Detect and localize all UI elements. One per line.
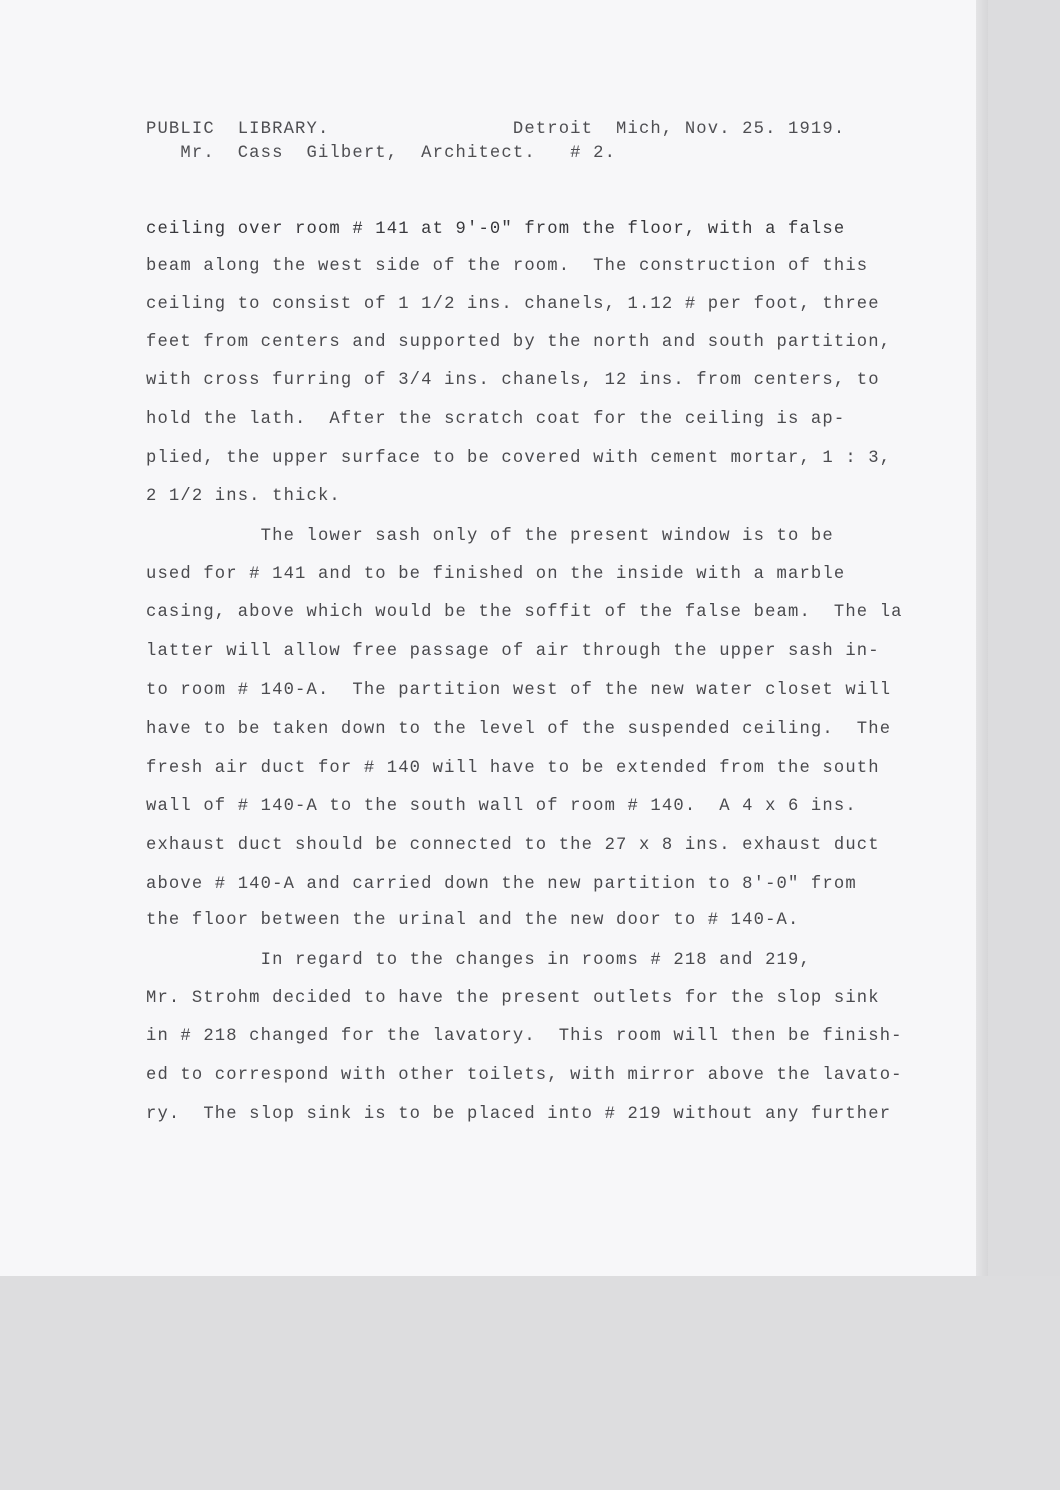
body-line: feet from centers and supported by the north and south partition, <box>146 333 892 352</box>
body-line: used for # 141 and to be finished on the inside with a marble <box>146 565 846 584</box>
scan-background <box>0 1276 1060 1490</box>
body-line: In regard to the changes in rooms # 218 and 219, <box>146 951 811 970</box>
body-line: 2 1/2 ins. thick. <box>146 487 341 506</box>
letter-header-line-1: PUBLIC LIBRARY. Detroit Mich, Nov. 25. 1919. <box>146 120 846 139</box>
body-line: ceiling over room # 141 at 9'-0" from the floor, with a false <box>146 220 846 239</box>
body-line: fresh air duct for # 140 will have to be extended from the south <box>146 759 880 778</box>
body-line: wall of # 140-A to the south wall of room # 140. A 4 x 6 ins. <box>146 797 857 816</box>
body-line: plied, the upper surface to be covered with cement mortar, 1 : 3, <box>146 449 892 468</box>
body-line: above # 140-A and carried down the new partition to 8'-0" from <box>146 875 857 894</box>
body-line: latter will allow free passage of air through the upper sash in- <box>146 642 880 661</box>
body-line: exhaust duct should be connected to the 27 x 8 ins. exhaust duct <box>146 836 880 855</box>
body-line: in # 218 changed for the lavatory. This room will then be finish- <box>146 1027 903 1046</box>
body-line: The lower sash only of the present window is to be <box>146 527 834 546</box>
body-line: casing, above which would be the soffit of the false beam. The la <box>146 603 903 622</box>
body-line: to room # 140-A. The partition west of the new water closet will <box>146 681 892 700</box>
body-line: have to be taken down to the level of the suspended ceiling. The <box>146 720 892 739</box>
letter-header-line-2: Mr. Cass Gilbert, Architect. # 2. <box>146 144 617 163</box>
body-line: the floor between the urinal and the new door to # 140-A. <box>146 911 800 930</box>
paper-edge-shadow <box>976 0 988 1276</box>
body-line: ceiling to consist of 1 1/2 ins. chanels, 1.12 # per foot, three <box>146 295 880 314</box>
body-line: Mr. Strohm decided to have the present outlets for the slop sink <box>146 989 880 1008</box>
body-line: with cross furring of 3/4 ins. chanels, 12 ins. from centers, to <box>146 371 880 390</box>
body-line: ry. The slop sink is to be placed into # 219 without any further <box>146 1105 892 1124</box>
body-line: beam along the west side of the room. The construction of this <box>146 257 869 276</box>
body-line: ed to correspond with other toilets, with mirror above the lavato- <box>146 1066 903 1085</box>
body-line: hold the lath. After the scratch coat for the ceiling is ap- <box>146 410 846 429</box>
